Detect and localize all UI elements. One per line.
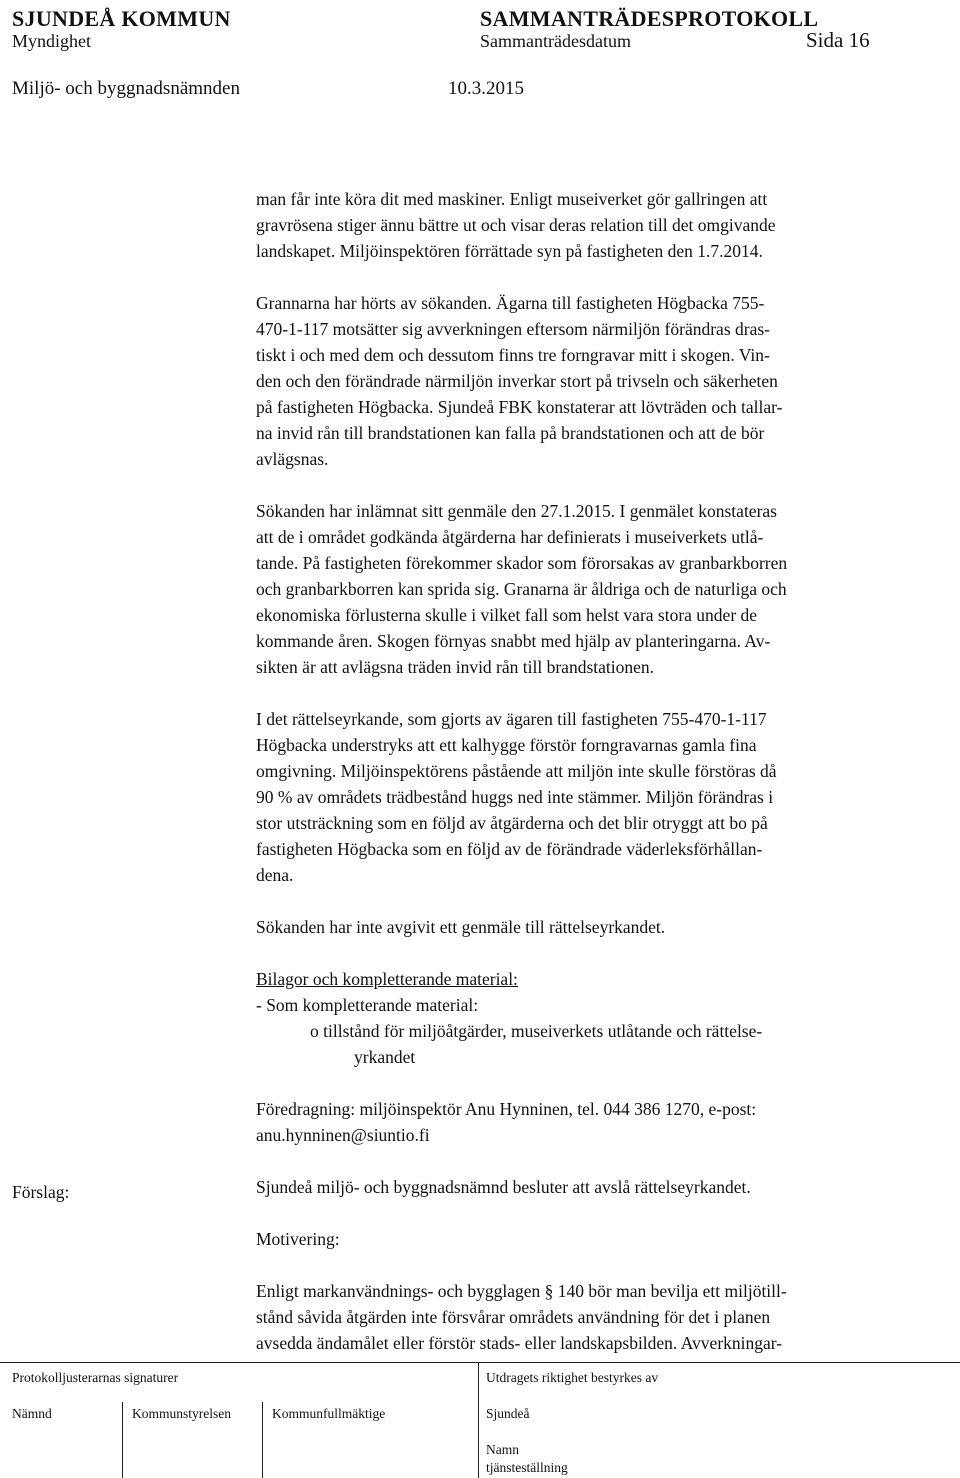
text-line: 90 % av områdets trädbestånd huggs ned inte stämmer. Miljön förändras i	[256, 787, 774, 807]
attachments-section	[256, 966, 940, 1070]
text-line: avlägsnas.	[256, 449, 329, 469]
text-line: avsedda ändamålet eller förstör stads- eller landskapsbilden. Avverkningar-	[256, 1333, 783, 1353]
signatures-label: Protokolljusterarnas signaturer	[12, 1370, 179, 1385]
paragraph-5	[256, 914, 940, 940]
column-divider	[262, 1402, 263, 1478]
footer-rule	[0, 1362, 960, 1363]
position-label: tjänsteställning	[486, 1460, 568, 1475]
attachments-subitem	[256, 1018, 940, 1070]
motivation-heading-block	[256, 1226, 940, 1252]
text-line: Sökanden har inte avgivit ett genmäle till rättelseyrkandet.	[256, 917, 666, 937]
page-number: Sida 16	[806, 28, 870, 52]
text-line: gravrösena stiger ännu bättre ut och visar deras relation till det omgivande	[256, 215, 776, 235]
text-line: dena.	[256, 865, 294, 885]
place-label: Sjundeå	[486, 1406, 530, 1421]
text-line: den och den förändrade närmiljön inverkar stort på trivseln och säkerheten	[256, 371, 778, 391]
text-line: kommande åren. Skogen förnyas snabbt med hjälp av planteringarna. Av-	[256, 631, 771, 651]
text-line: man får inte köra dit med maskiner. Enligt museiverket gör gallringen att	[256, 189, 768, 209]
motivation-label: Motivering:	[256, 1229, 340, 1249]
name-label: Namn	[486, 1442, 519, 1457]
text-line: I det rättelseyrkande, som gjorts av ägaren till fastigheten 755-470-1-117	[256, 709, 767, 729]
paragraph-3	[256, 498, 940, 680]
text-line: tande. På fastigheten förekommer skador som förorsakas av granbarkborren	[256, 553, 788, 573]
column-kommunstyrelsen: Kommunstyrelsen	[132, 1406, 231, 1421]
document-type: SAMMANTRÄDESPROTOKOLL	[480, 6, 819, 31]
text-line: stånd såvida åtgärden inte försvårar områdets användning för det i planen	[256, 1307, 771, 1327]
text-line: sikten är att avlägsna träden invid rån till brandstationen.	[256, 657, 655, 677]
text-line: landskapet. Miljöinspektören förrättade syn på fastigheten den 1.7.2014.	[256, 241, 763, 261]
document-body	[256, 186, 940, 1382]
text-line: på fastigheten Högbacka. Sjundeå FBK konstaterar att lövträden och tallar-	[256, 397, 783, 417]
text-line: 470-1-117 motsätter sig avverkningen eftersom närmiljön förändras dras-	[256, 319, 770, 339]
text-line: na invid rån till brandstationen kan falla på brandstationen och att de bör	[256, 423, 765, 443]
text-line: yrkandet	[354, 1047, 416, 1067]
text-line: omgivning. Miljöinspektörens påstående att miljön inte skulle förstöras då	[256, 761, 777, 781]
text-line: Sökanden har inlämnat sitt genmäle den 27.1.2015. I genmälet konstateras	[256, 501, 777, 521]
proposal-section	[256, 1174, 940, 1200]
motivation-section	[256, 1278, 940, 1356]
proposal-label: Förslag:	[12, 1182, 70, 1202]
paragraph-4	[256, 706, 940, 888]
column-divider	[122, 1402, 123, 1478]
text-line: stor utsträckning som en följd av åtgärderna och det blir otryggt att bo på	[256, 813, 768, 833]
municipality-name: SJUNDEÅ KOMMUN	[12, 6, 231, 31]
proposal-text: Sjundeå miljö- och byggnadsnämnd besluter att avslå rättelseyrkandet.	[256, 1177, 751, 1197]
column-kommunfullmaktige: Kommunfullmäktige	[272, 1406, 386, 1421]
text-line: fastigheten Högbacka som en följd av de förändrade väderleksförhållan-	[256, 839, 763, 859]
text-line: o tillstånd för miljöåtgärder, museiverkets utlåtande och rättelse-	[310, 1021, 763, 1041]
column-divider	[478, 1362, 479, 1478]
authority-name: Miljö- och byggnadsnämnden	[12, 78, 240, 99]
column-namnd: Nämnd	[12, 1406, 52, 1421]
attachments-item: - Som kompletterande material:	[256, 995, 479, 1015]
paragraph-1	[256, 186, 940, 264]
paragraph-2	[256, 290, 940, 472]
authority-label: Myndighet	[12, 31, 91, 51]
presenter-email: anu.hynninen@siuntio.fi	[256, 1125, 430, 1145]
text-line: att de i området godkända åtgärderna har definierats i museiverkets utlå-	[256, 527, 764, 547]
attachments-heading: Bilagor och kompletterande material:	[256, 969, 518, 989]
presenter-section	[256, 1096, 940, 1148]
presenter-line: Föredragning: miljöinspektör Anu Hynninen, tel. 044 386 1270, e-post:	[256, 1099, 757, 1119]
text-line: Grannarna har hörts av sökanden. Ägarna till fastigheten Högbacka 755-	[256, 293, 765, 313]
meeting-date: 10.3.2015	[448, 78, 524, 99]
extract-label: Utdragets riktighet bestyrkes av	[486, 1370, 659, 1385]
text-line: Enligt markanvändnings- och bygglagen § 140 bör man bevilja ett miljötill-	[256, 1281, 787, 1301]
text-line: Högbacka understryks att ett kalhygge förstör forngravarnas gamla fina	[256, 735, 757, 755]
text-line: och granbarkborren kan sprida sig. Granarna är åldriga och de naturliga och	[256, 579, 787, 599]
meeting-date-label: Sammanträdesdatum	[480, 31, 631, 51]
signature-footer	[0, 1362, 960, 1478]
text-line: ekonomiska förlusterna skulle i vilket fall som helst vara stora under de	[256, 605, 758, 625]
text-line: tiskt i och med dem och dessutom finns tre forngravar mitt i skogen. Vin-	[256, 345, 770, 365]
